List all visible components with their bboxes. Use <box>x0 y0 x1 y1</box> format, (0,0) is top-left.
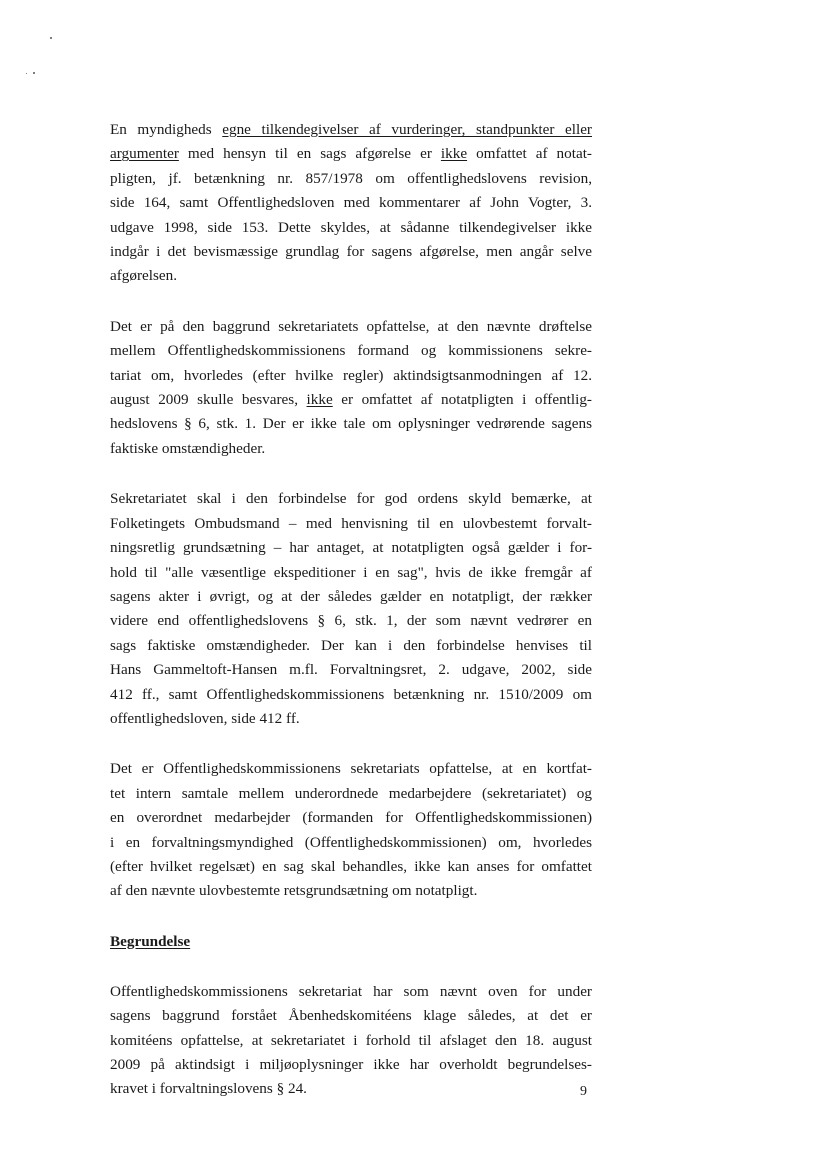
text-line: hold til "alle væsentlige ekspeditioner i en sag", hvis de ikke fremgår af <box>110 563 592 581</box>
text-line: udgave 1998, side 153. Dette skyldes, at sådanne tilkendegivelser ikke <box>110 218 592 236</box>
scan-speck <box>33 72 35 74</box>
scan-speck <box>26 73 27 74</box>
text-line: hedslovens § 6, stk. 1. Der er ikke tale om oplysninger vedrørende sagens <box>110 415 592 433</box>
paragraph-1 <box>110 118 592 289</box>
text-line: tet intern samtale mellem underordnede medarbejdere (sekretariatet) og <box>110 784 592 802</box>
text-line: videre end offentlighedslovens § 6, stk. 1, der som nævnt vedrører en <box>110 612 592 630</box>
text-line: Sekretariatet skal i den forbindelse for god ordens skyld bemærke, at <box>110 490 592 508</box>
text-line: 412 ff., samt Offentlighedskommissionens betænkning nr. 1510/2009 om <box>110 685 592 703</box>
text-line <box>110 388 592 412</box>
text-line: en overordnet medarbejder (formanden for Offentlighedskommissionen) <box>110 809 592 827</box>
paragraph-4 <box>110 757 592 903</box>
text-line: sags faktiske omstændigheder. Der kan i den forbindelse henvises til <box>110 636 592 654</box>
text-line: kravet i forvaltningslovens § 24. <box>110 1080 307 1098</box>
scan-speck <box>50 37 52 39</box>
text-line: indgår i det bevismæssige grundlag for sagens afgørelse, men angår selve <box>110 243 592 261</box>
text-run: august 2009 skulle besvares, <box>110 391 307 409</box>
text-line: Hans Gammeltoft-Hansen m.fl. Forvaltningsret, 2. udgave, 2002, side <box>110 661 592 679</box>
underlined-text: egne tilkendegivelser af vurderinger, standpunkter eller <box>222 121 592 138</box>
document-body <box>110 118 592 1102</box>
page-number: 9 <box>580 1084 587 1099</box>
section-heading: Begrundelse <box>110 932 191 950</box>
text-line: tariat om, hvorledes (efter hvilke regler) aktindsigtsanmodningen af 12. <box>110 366 592 384</box>
text-line: Folketingets Ombudsmand – med henvisning til en ulovbestemt forvalt- <box>110 514 592 532</box>
text-line: komitéens opfattelse, at sekretariatet i forhold til afslaget den 18. august <box>110 1031 592 1049</box>
text-run: omfattet af notat- <box>467 145 592 163</box>
paragraph-2 <box>110 315 592 461</box>
text-run: En myndigheds <box>110 121 223 138</box>
text-line: af den nævnte ulovbestemte retsgrundsætning om notatpligt. <box>110 882 478 900</box>
text-line: offentlighedsloven, side 412 ff. <box>110 709 300 727</box>
text-line: (efter hvilket regelsæt) en sag skal behandles, ikke kan anses for omfattet <box>110 857 592 875</box>
underlined-text: argumenter <box>110 145 179 163</box>
underlined-text: ikke <box>306 391 333 409</box>
text-line: pligten, jf. betænkning nr. 857/1978 om offentlighedslovens revision, <box>110 169 592 187</box>
underlined-text: ikke <box>440 145 468 163</box>
text-run: med hensyn til en sags afgørelse er <box>178 145 441 163</box>
text-line: i en forvaltningsmyndighed (Offentlighedskommissionen) om, hvorledes <box>110 833 592 851</box>
text-line: Det er på den baggrund sekretariatets opfattelse, at den nævnte drøftelse <box>110 317 592 335</box>
paragraph-5 <box>110 980 592 1102</box>
text-line <box>110 142 592 166</box>
text-line: ningsretlig grundsætning – har antaget, at notatpligten også gælder i for- <box>110 539 592 557</box>
text-line: mellem Offentlighedskommissionens formand og kommissionens sekre- <box>110 342 592 360</box>
text-line: afgørelsen. <box>110 267 178 285</box>
text-line: side 164, samt Offentlighedsloven med kommentarer af John Vogter, 3. <box>110 194 592 212</box>
text-line: Offentlighedskommissionens sekretariat har som nævnt oven for under <box>110 982 592 1000</box>
text-line: sagens baggrund forstået Åbenhedskomitéens klage således, at det er <box>110 1007 592 1025</box>
paragraph-3 <box>110 487 592 731</box>
text-line: faktiske omstændigheder. <box>110 439 266 457</box>
text-line: 2009 på aktindsigt i miljøoplysninger ikke har overholdt begrundelses- <box>110 1056 592 1073</box>
text-line: Det er Offentlighedskommissionens sekretariats opfattelse, at en kortfat- <box>110 760 592 778</box>
text-line <box>110 118 592 142</box>
text-run: er omfattet af notatpligten i offentlig- <box>332 391 592 409</box>
text-line: sagens akter i øvrigt, og at der således gælder en notatpligt, der rækker <box>110 587 592 605</box>
